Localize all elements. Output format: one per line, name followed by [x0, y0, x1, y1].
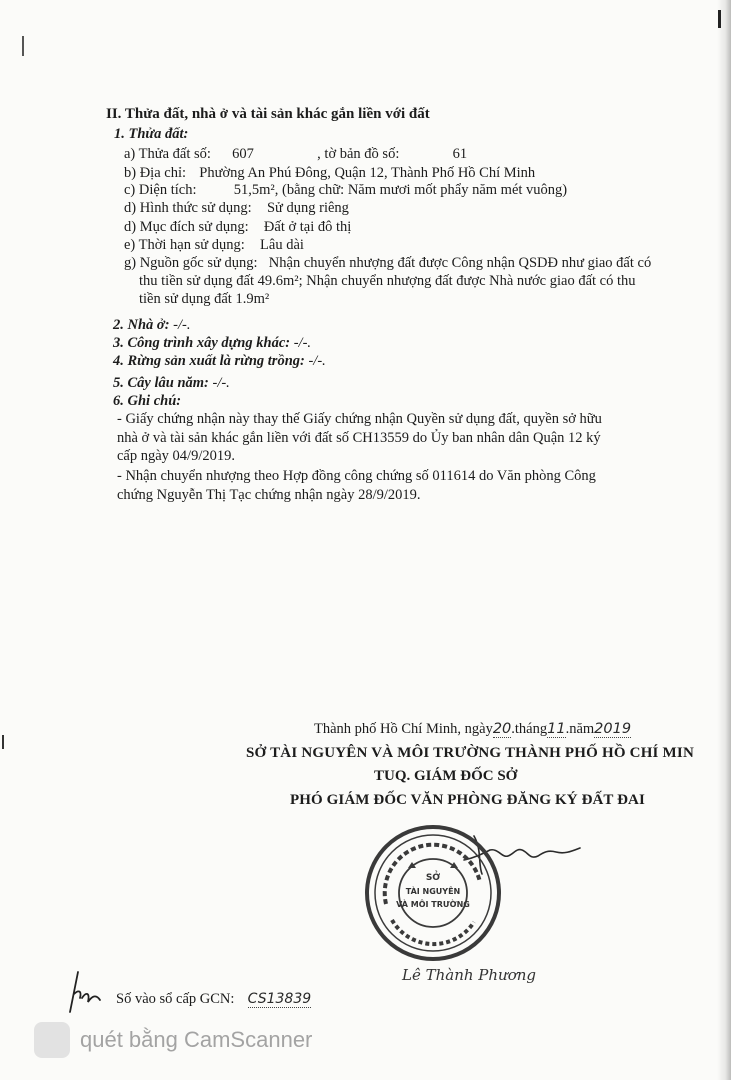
svg-text:SỞ: SỞ [425, 873, 441, 883]
forest-value: -/-. [308, 353, 326, 369]
signer-name: Lê Thành Phương [402, 966, 537, 984]
origin-label: g) Nguồn gốc sử dụng: [124, 255, 258, 271]
scan-edge-mark [22, 36, 24, 56]
land-heading: 1. Thửa đất: [114, 126, 189, 142]
issue-day: 20 [492, 721, 512, 737]
origin-value-line3: tiền sử dụng đất 1.9m² [139, 291, 270, 307]
house-heading: 2. Nhà ở: [113, 317, 170, 333]
note2-line2: chứng Nguyễn Thị Tạc chứng nhận ngày 28/9/2019. [117, 487, 421, 503]
trees-value: -/-. [212, 375, 230, 391]
construction-row [113, 334, 311, 352]
construction-heading: 3. Công trình xây dựng khác: [113, 335, 291, 351]
signer-title: PHÓ GIÁM ĐỐC VĂN PHÒNG ĐĂNG KÝ ĐẤT ĐAI [290, 792, 645, 808]
page-edge-shadow [717, 0, 731, 1080]
note2-line1: - Nhận chuyển nhượng theo Hợp đồng công chứng số 011614 do Văn phòng Công [117, 468, 596, 484]
origin-value-line1: Nhận chuyển nhượng đất được Công nhận QSDĐ như giao đất có [268, 255, 652, 271]
notes-heading: 6. Ghi chú: [113, 393, 182, 409]
trees-row [113, 374, 230, 392]
house-row [113, 316, 190, 334]
issue-year: 2019 [594, 721, 632, 737]
usage-form-value: Sử dụng riêng [266, 200, 349, 216]
issue-date: Thành phố Hồ Chí Minh, ngày20.tháng11.năm2019 [314, 721, 632, 737]
address-label: b) Địa chỉ: [124, 165, 187, 181]
official-seal [362, 822, 504, 964]
scan-edge-mark [718, 10, 721, 28]
year-label: năm [569, 721, 595, 737]
address-row [124, 164, 535, 182]
svg-text:TÀI NGUYÊN: TÀI NGUYÊN [405, 887, 461, 896]
forest-row [113, 352, 326, 370]
usage-purpose-row [124, 218, 351, 236]
watermark-text: quét bằng CamScanner [80, 1027, 313, 1052]
usage-form-row [124, 199, 349, 217]
area-value: 51,5m², (bằng chữ: Năm mươi mốt phẩy năm mét vuông) [233, 182, 568, 198]
area-label: c) Diện tích: [124, 182, 197, 198]
trees-heading: 5. Cây lâu năm: [113, 375, 209, 391]
authorization-line: TUQ. GIÁM ĐỐC SỞ [374, 768, 518, 784]
scan-edge-mark [2, 735, 4, 749]
camscanner-watermark [34, 1022, 312, 1058]
parcel-number-label: a) Thửa đất số: [124, 146, 211, 162]
origin-row [124, 254, 651, 272]
origin-value-line2: thu tiền sử dụng đất 49.6m²; Nhận chuyển nhượng đất được Nhà nước giao đất có thu [139, 273, 636, 289]
issuing-department: SỞ TÀI NGUYÊN VÀ MÔI TRƯỜNG THÀNH PHỐ HỒ CHÍ MIN [246, 745, 694, 761]
month-label: tháng [514, 721, 548, 737]
usage-term-value: Lâu dài [260, 237, 304, 253]
camscanner-logo-icon [34, 1022, 70, 1058]
usage-term-row [124, 236, 304, 254]
construction-value: -/-. [293, 335, 312, 351]
issue-month: 11 [547, 721, 566, 737]
parcel-number-value: 607 [232, 146, 254, 162]
address-value: Phường An Phú Đông, Quận 12, Thành Phố Hồ Chí Minh [199, 165, 536, 181]
usage-term-label: e) Thời hạn sử dụng: [124, 237, 245, 253]
usage-purpose-value: Đất ở tại đô thị [263, 219, 352, 235]
gcn-register-label: Số vào sổ cấp GCN: [116, 991, 235, 1007]
svg-text:VÀ MÔI TRƯỜNG: VÀ MÔI TRƯỜNG [396, 900, 470, 909]
map-sheet-label: , tờ bản đồ số: [317, 146, 400, 162]
usage-purpose-label: d) Mục đích sử dụng: [124, 219, 249, 235]
section-title: II. Thửa đất, nhà ở và tài sản khác gắn liền với đất [106, 106, 430, 122]
handwritten-mark [64, 968, 114, 1016]
land-parcel-row [124, 145, 467, 163]
forest-heading: 4. Rừng sản xuất là rừng trồng: [113, 353, 305, 369]
usage-form-label: d) Hình thức sử dụng: [124, 200, 252, 216]
issue-city: Thành phố Hồ Chí Minh, ngày [314, 721, 493, 737]
gcn-register-number: CS13839 [247, 991, 312, 1007]
note1-line1: - Giấy chứng nhận này thay thế Giấy chứng nhận Quyền sử dụng đất, quyền sở hữu [117, 411, 602, 427]
gcn-register-row [116, 990, 311, 1008]
house-value: -/-. [173, 317, 191, 333]
note1-line2: nhà ở và tài sản khác gắn liền với đất số CH13559 do Ủy ban nhân dân Quận 12 ký [117, 430, 601, 446]
note1-line3: cấp ngày 04/9/2019. [117, 448, 235, 464]
area-row [124, 181, 567, 199]
map-sheet-value: 61 [452, 146, 468, 162]
